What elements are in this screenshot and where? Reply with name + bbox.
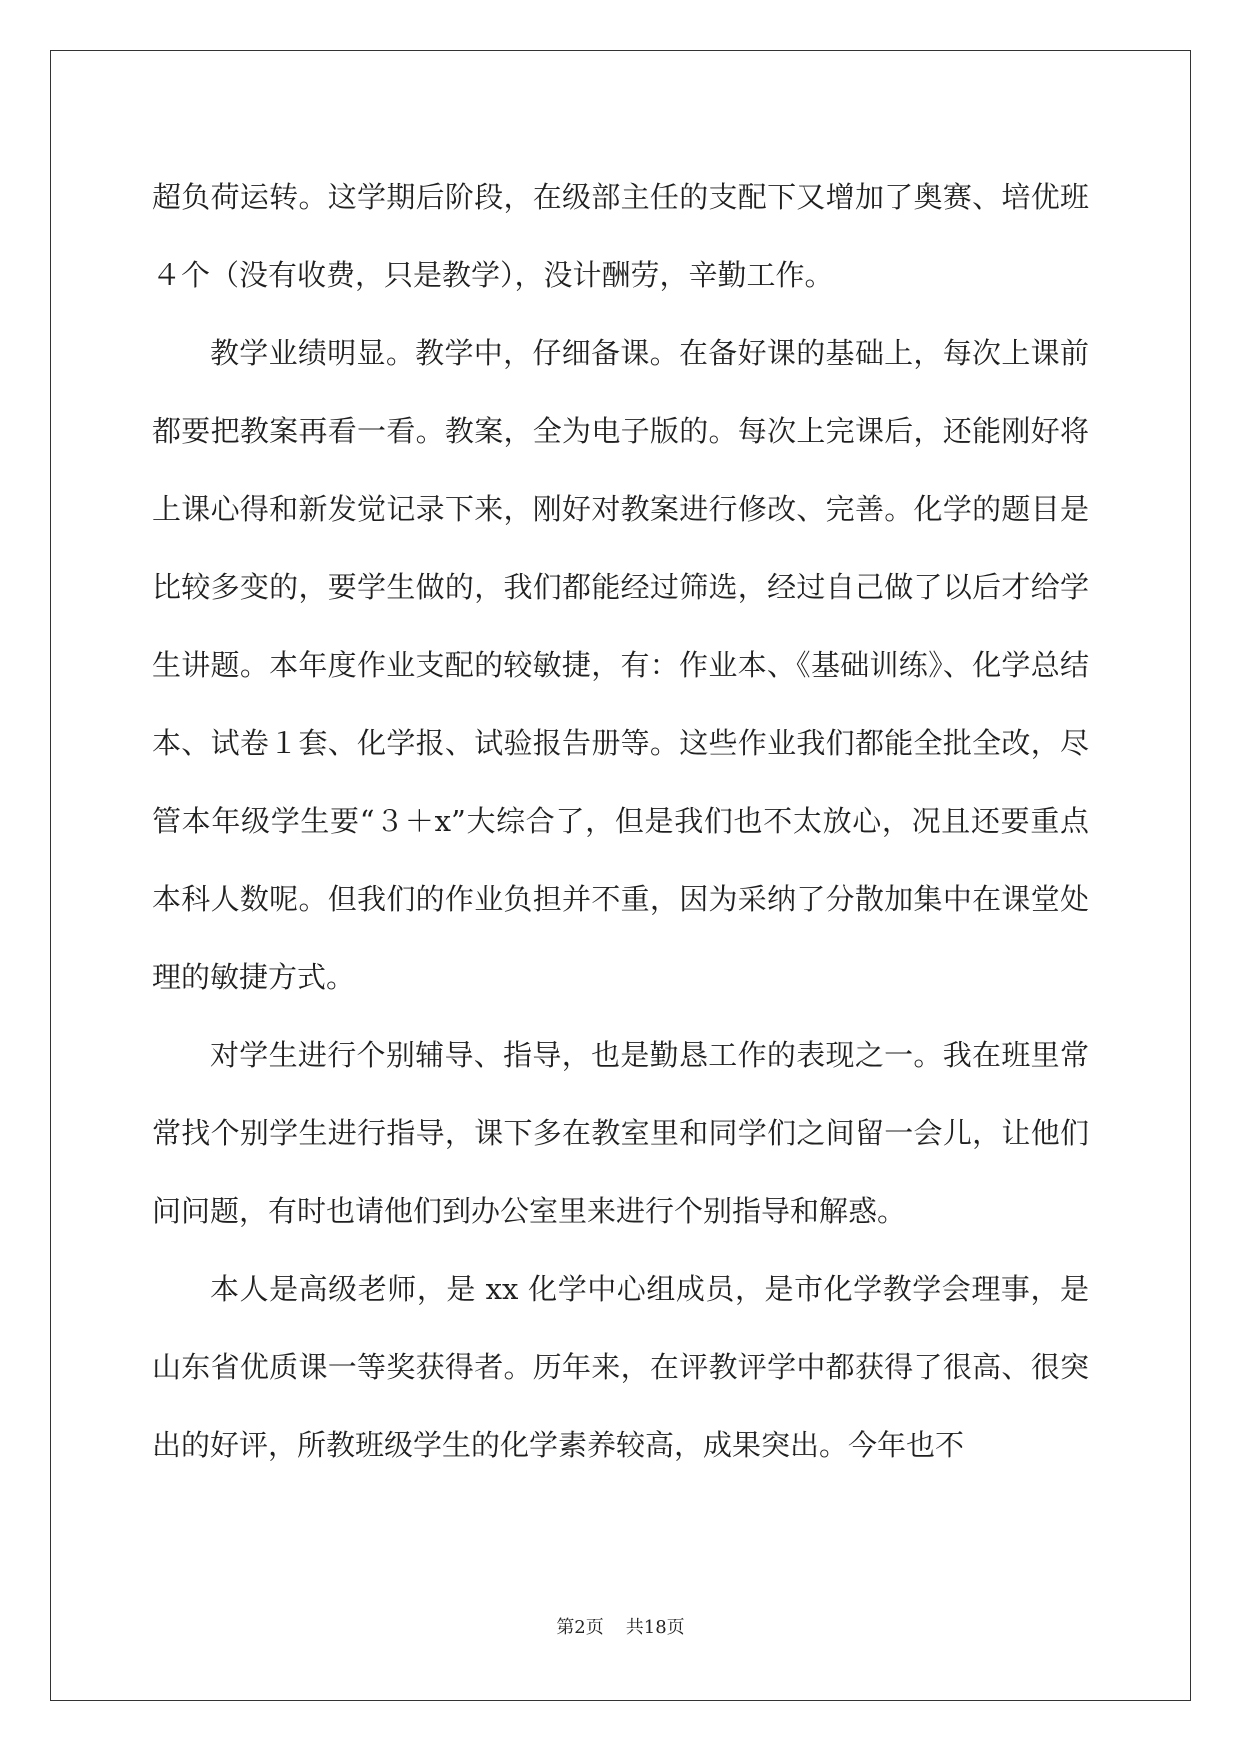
- paragraph-continuation: 超负荷运转。这学期后阶段，在级部主任的支配下又增加了奥赛、培优班４个（没有收费，只是教学），没计酬劳，辛勤工作。: [152, 180, 1089, 292]
- document-body: [152, 158, 1089, 1484]
- paragraph-individual-tutoring: 对学生进行个别辅导、指导，也是勤恳工作的表现之一。我在班里常常找个别学生进行指导，课下多在教室里和同学们之间留一会儿，让他们问问题，有时也请他们到办公室里来进行个别指导和解惑。: [152, 1038, 1089, 1228]
- paragraph-qualifications: 本人是高级老师，是 xx 化学中心组成员，是市化学教学会理事，是山东省优质课一等奖获得者。历年来，在评教评学中都获得了很高、很突出的好评，所教班级学生的化学素养较高，成果突出。今年也不: [152, 1272, 1089, 1462]
- page-number: 第2页: [556, 1617, 604, 1638]
- paragraph-teaching-performance: 教学业绩明显。教学中，仔细备课。在备好课的基础上，每次上课前都要把教案再看一看。教案，全为电子版的。每次上完课后，还能刚好将上课心得和新发觉记录下来，刚好对教案进行修改、完善。化学的题目是比较多变的，要学生做的，我们都能经过筛选，经过自己做了以后才给学生讲题。本年度作业支配的较敏捷，有：作业本、《基础训练》、化学总结本、试卷１套、化学报、试验报告册等。这些作业我们都能全批全改，尽管本年级学生要“３＋x”大综合了，但是我们也不太放心，况且还要重点本科人数呢。但我们的作业负担并不重，因为采纳了分散加集中在课堂处理的敏捷方式。: [152, 336, 1089, 994]
- page-total: 共18页: [625, 1617, 685, 1638]
- page-footer: [0, 1616, 1241, 1640]
